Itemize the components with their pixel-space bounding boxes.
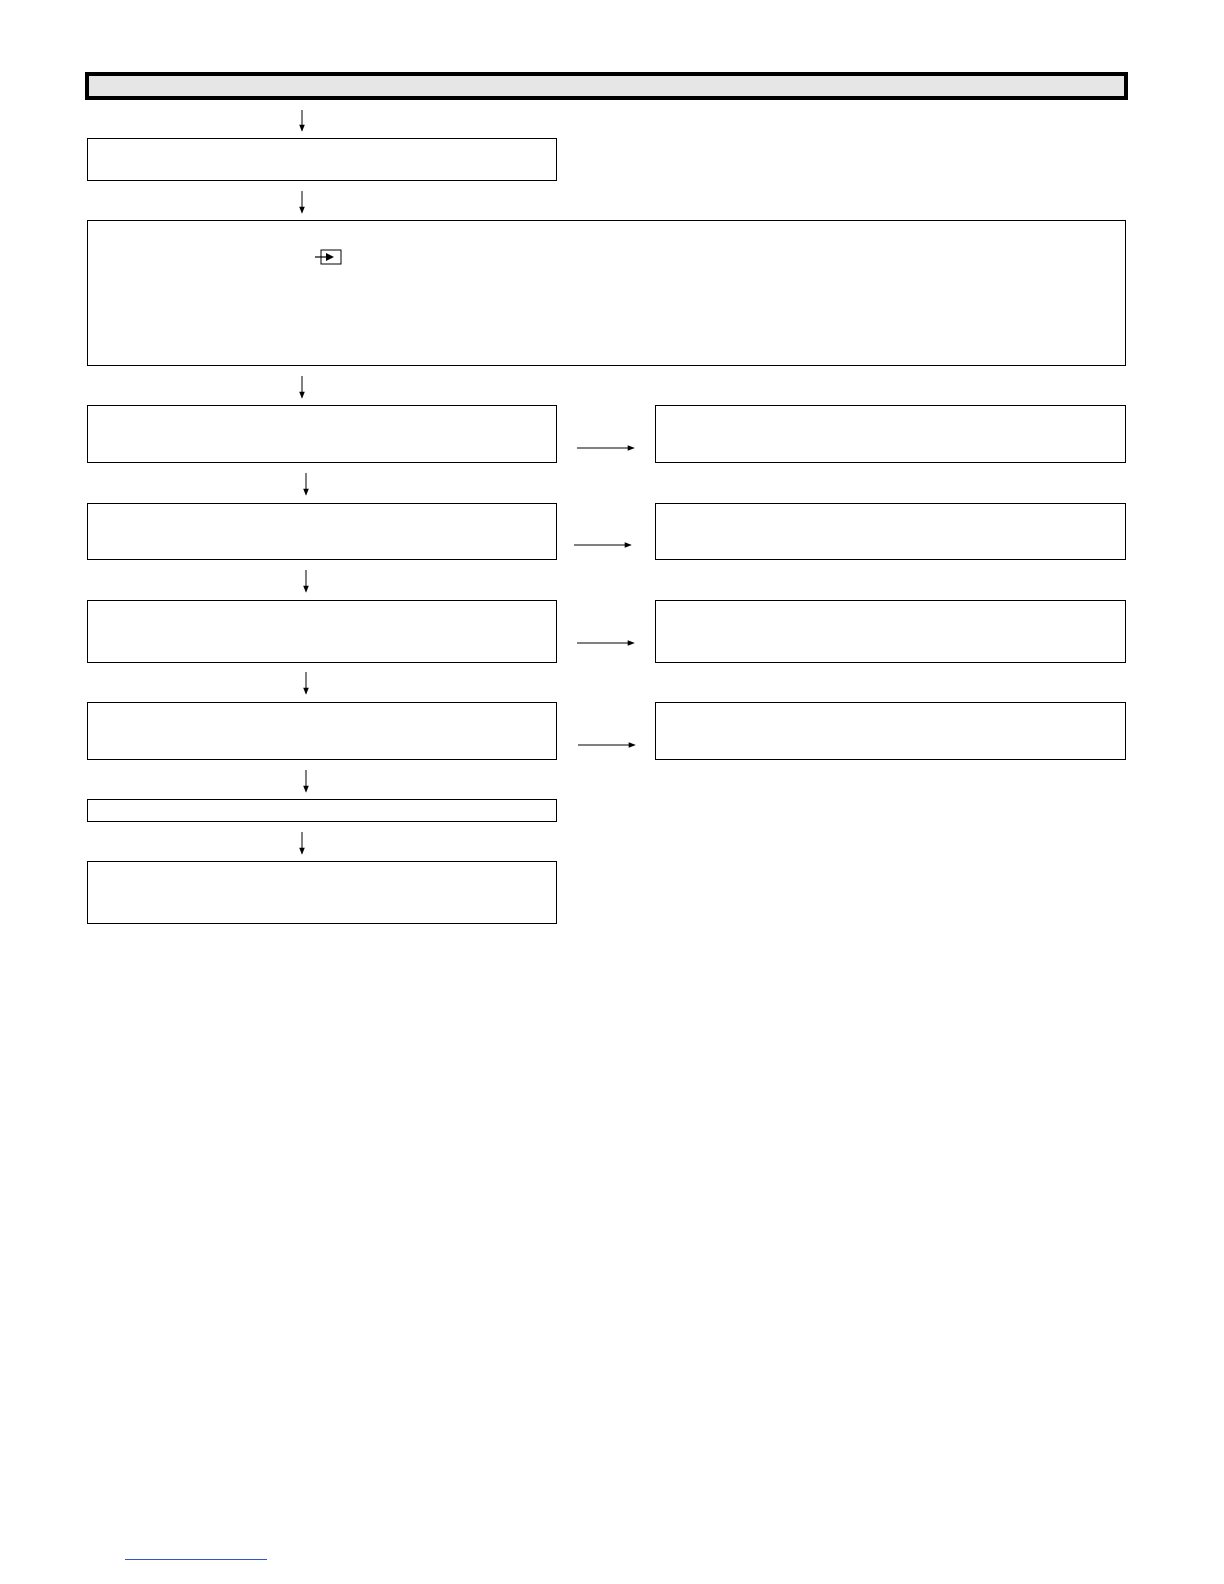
- footer-link-underline[interactable]: [125, 1559, 267, 1560]
